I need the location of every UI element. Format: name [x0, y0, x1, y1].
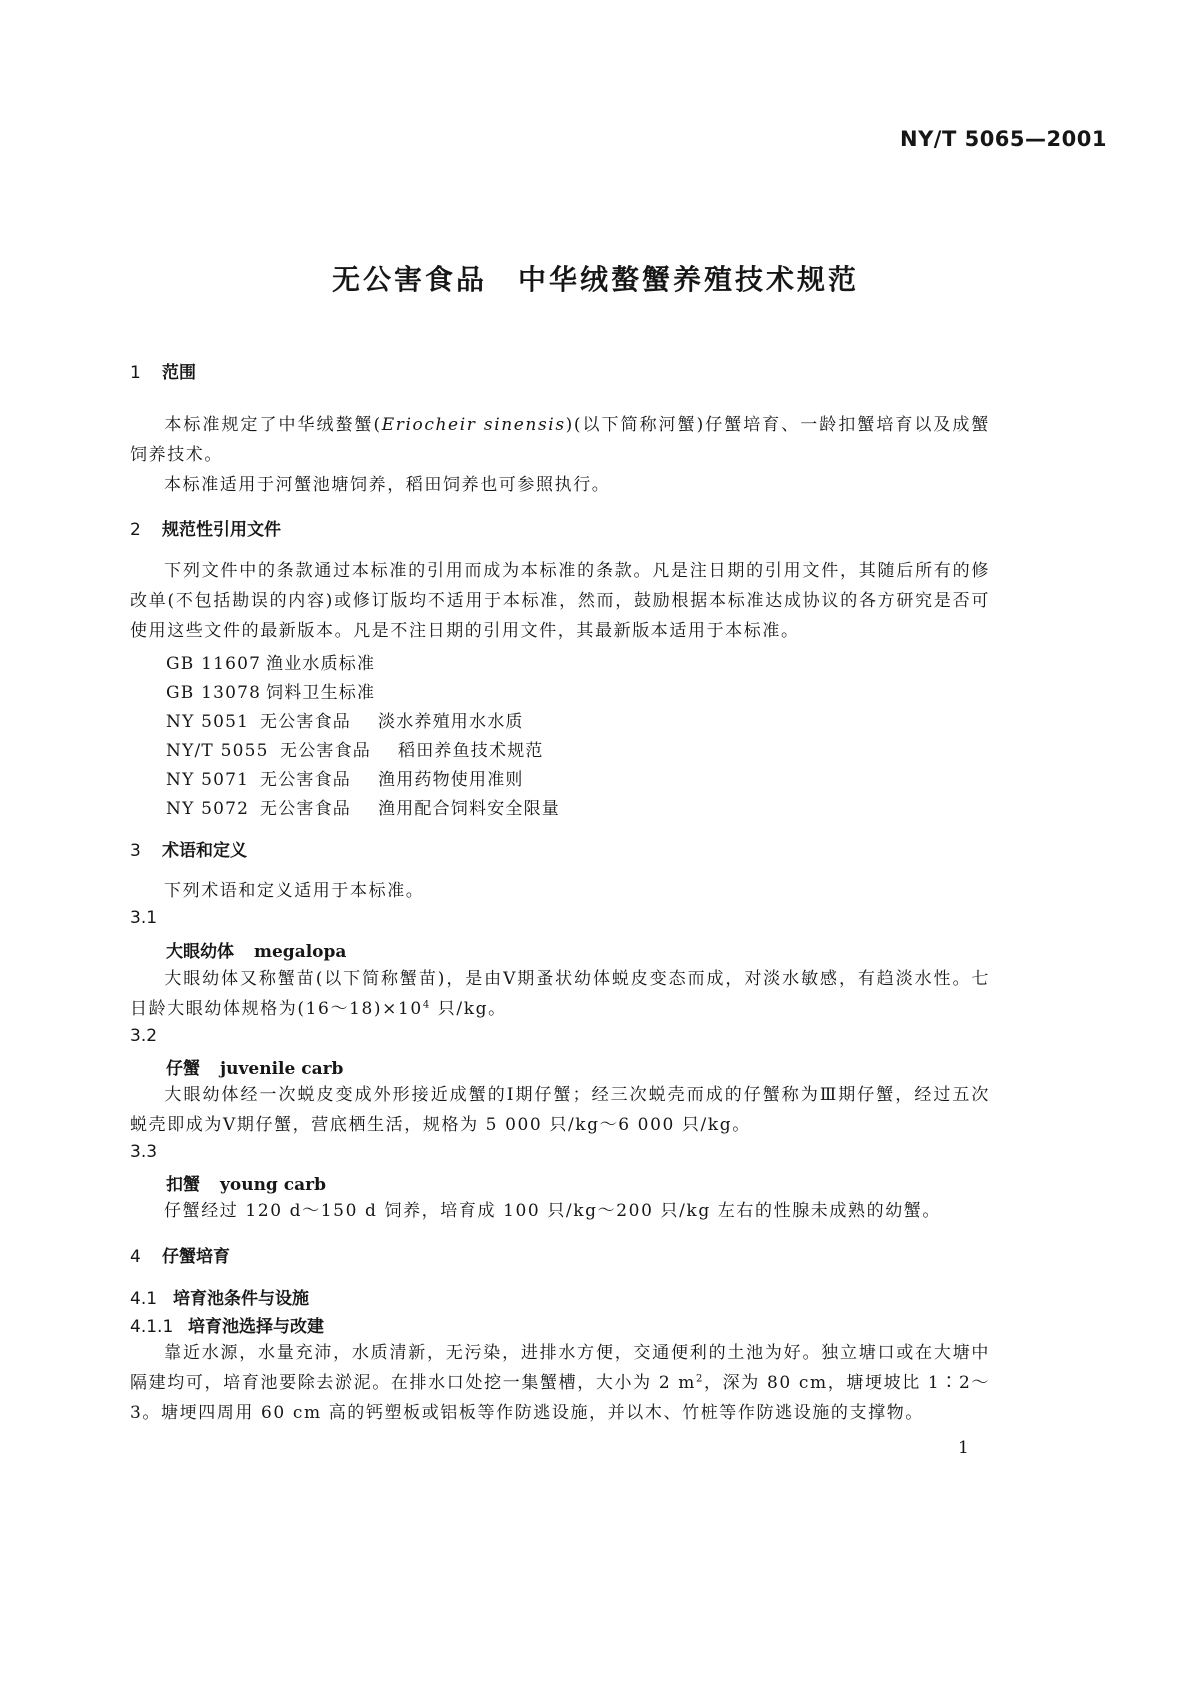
terms-intro-paragraph: 下列术语和定义适用于本标准。 [164, 881, 425, 901]
reference-item: NY 5072 无公害食品 渔用配合饲料安全限量 [166, 799, 560, 819]
section-4-heading: 4 仔蟹培育 [130, 1247, 230, 1267]
scope-paragraph-1: 本标准规定了中华绒螯蟹(Eriocheir sinensis)(以下简称河蟹)仔蟹培育、一龄扣蟹培育以及成蟹饲养技术。 [130, 415, 990, 465]
clause-4-1-heading: 4.1 培育池条件与设施 [130, 1289, 309, 1309]
reference-item: NY/T 5055 无公害食品 稻田养鱼技术规范 [166, 741, 544, 761]
reference-item: NY 5051 无公害食品 淡水养殖用水水质 [166, 712, 524, 732]
reference-item: GB 13078 饲料卫生标准 [166, 683, 376, 703]
section-2-heading: 2 规范性引用文件 [130, 520, 281, 540]
term-definition: 大眼幼体又称蟹苗(以下简称蟹苗)，是由Ⅴ期蚤状幼体蜕皮变态而成，对淡水敏感，有趋淡水性。七日龄大眼幼体规格为$(16\sim 18)\times 10^4$ 只/kg。 [130, 969, 990, 1019]
clause-number: 3.1 [130, 908, 158, 928]
term-definition: 大眼幼体经一次蜕皮变成外形接近成蟹的Ⅰ期仔蟹；经三次蜕壳而成的仔蟹称为Ⅲ期仔蟹，经过五次蜕壳即成为Ⅴ期仔蟹，营底栖生活，规格为 5 000 只/kg～6 000 只/kg。 [130, 1085, 990, 1135]
latin-species-name: Eriocheir sinensis [381, 415, 566, 435]
reference-item: GB 11607 渔业水质标准 [166, 654, 376, 674]
term-heading: 大眼幼体 megalopa [166, 942, 347, 962]
term-heading: 扣蟹 young carb [166, 1175, 326, 1195]
section-1-heading: 1 范围 [130, 363, 196, 383]
clause-number: 3.3 [130, 1142, 158, 1162]
clause-4-1-1-paragraph: 靠近水源，水量充沛，水质清新，无污染，进排水方便，交通便利的土池为好。独立塘口或在大塘中隔建均可，培育池要除去淤泥。在排水口处挖一集蟹槽，大小为 2 $m^2$，深为 80 cm，塘埂坡比 1∶2～3。塘埂四周用 60 cm 高的钙塑板或铝板等作防逃设施，并以木、竹桩等作防逃设施的支撑物。 [130, 1343, 990, 1423]
scope-paragraph-2: 本标准适用于河蟹池塘饲养，稻田饲养也可参照执行。 [164, 475, 611, 495]
page-number: 1 [958, 1438, 969, 1458]
standard-code: NY/T 5065—2001 [900, 127, 1107, 151]
term-heading: 仔蟹 juvenile carb [166, 1059, 344, 1079]
normative-intro-paragraph: 下列文件中的条款通过本标准的引用而成为本标准的条款。凡是注日期的引用文件，其随后所有的修改单(不包括勘误的内容)或修订版均不适用于本标准，然而，鼓励根据本标准达成协议的各方研究是否可使用这些文件的最新版本。凡是不注日期的引用文件，其最新版本适用于本标准。 [130, 561, 990, 641]
clause-number: 3.2 [130, 1026, 158, 1046]
clause-4-1-1-heading: 4.1.1 培育池选择与改建 [130, 1317, 324, 1337]
term-definition: 仔蟹经过 120 d～150 d 饲养，培育成 100 只/kg～200 只/kg 左右的性腺未成熟的幼蟹。 [164, 1201, 942, 1221]
document-title: 无公害食品 中华绒螯蟹养殖技术规范 [331, 263, 859, 296]
section-3-heading: 3 术语和定义 [130, 841, 247, 861]
reference-item: NY 5071 无公害食品 渔用药物使用准则 [166, 770, 524, 790]
